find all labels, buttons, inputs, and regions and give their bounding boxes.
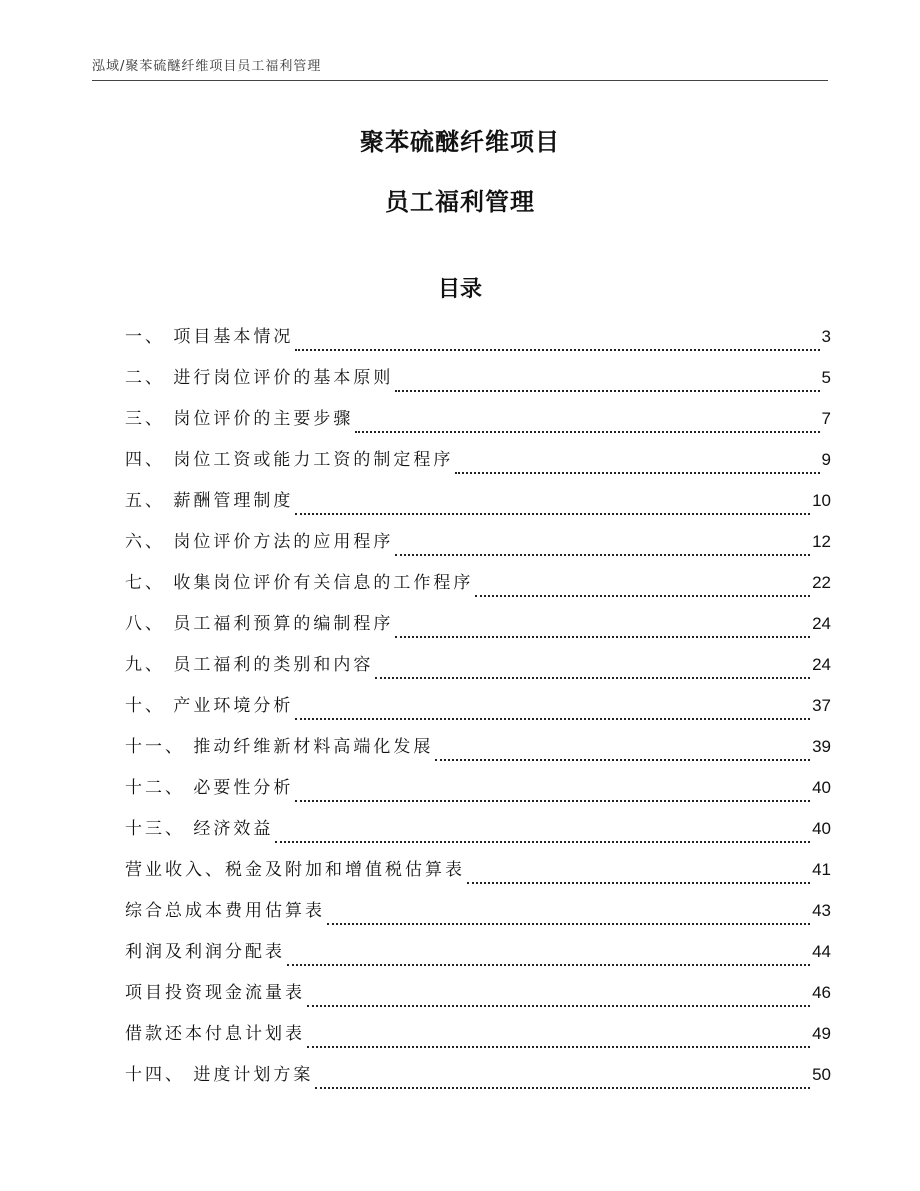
toc-entry-label: 二、 进行岗位评价的基本原则 (125, 368, 394, 388)
toc-dot-leader (275, 841, 810, 843)
toc-entry-page: 5 (821, 368, 831, 387)
toc-entry-label: 八、 员工福利预算的编制程序 (125, 614, 394, 634)
toc-entry-label: 综合总成本费用估算表 (125, 901, 325, 921)
table-of-contents (125, 324, 831, 1103)
toc-entry[interactable] (125, 1021, 831, 1062)
toc-entry-label: 项目投资现金流量表 (125, 983, 305, 1003)
toc-entry[interactable] (125, 611, 831, 652)
running-header: 泓域/聚苯硫醚纤维项目员工福利管理 (92, 55, 828, 81)
toc-entry-label: 五、 薪酬管理制度 (125, 491, 294, 511)
toc-dot-leader (307, 1005, 810, 1007)
toc-entry-label: 六、 岗位评价方法的应用程序 (125, 532, 394, 552)
toc-entry-label: 十三、 经济效益 (125, 819, 274, 839)
toc-entry-label: 十二、 必要性分析 (125, 778, 294, 798)
toc-entry[interactable] (125, 529, 831, 570)
toc-entry[interactable] (125, 652, 831, 693)
toc-entry-label: 九、 员工福利的类别和内容 (125, 655, 374, 675)
toc-entry-page: 39 (812, 737, 831, 756)
toc-dot-leader (287, 964, 810, 966)
toc-entry-label: 利润及利润分配表 (125, 942, 285, 962)
toc-entry-page: 7 (821, 409, 831, 428)
toc-dot-leader (295, 718, 810, 720)
toc-dot-leader (467, 882, 810, 884)
toc-entry-page: 12 (812, 532, 831, 551)
toc-dot-leader (327, 923, 810, 925)
toc-entry-label: 七、 收集岗位评价有关信息的工作程序 (125, 573, 474, 593)
toc-dot-leader (375, 677, 810, 679)
toc-entry-page: 37 (812, 696, 831, 715)
toc-entry-page: 3 (821, 327, 831, 346)
toc-entry-page: 40 (812, 819, 831, 838)
toc-entry[interactable] (125, 693, 831, 734)
toc-entry[interactable] (125, 1062, 831, 1103)
toc-entry[interactable] (125, 939, 831, 980)
toc-entry[interactable] (125, 980, 831, 1021)
document-subtitle: 员工福利管理 (385, 188, 535, 216)
toc-entry-label: 十四、 进度计划方案 (125, 1065, 314, 1085)
document-title: 聚苯硫醚纤维项目 (360, 128, 560, 156)
toc-entry[interactable] (125, 447, 831, 488)
toc-dot-leader (455, 472, 819, 474)
toc-entry-label: 借款还本付息计划表 (125, 1024, 305, 1044)
toc-entry[interactable] (125, 898, 831, 939)
toc-entry-page: 49 (812, 1024, 831, 1043)
toc-entry-page: 41 (812, 860, 831, 879)
toc-entry-label: 三、 岗位评价的主要步骤 (125, 409, 354, 429)
toc-dot-leader (307, 1046, 810, 1048)
toc-entry-label: 营业收入、税金及附加和增值税估算表 (125, 860, 465, 880)
toc-entry[interactable] (125, 734, 831, 775)
toc-entry-page: 24 (812, 614, 831, 633)
toc-entry-label: 一、 项目基本情况 (125, 327, 294, 347)
toc-dot-leader (355, 431, 819, 433)
toc-entry[interactable] (125, 406, 831, 447)
toc-dot-leader (295, 513, 810, 515)
toc-entry[interactable] (125, 570, 831, 611)
toc-entry-page: 22 (812, 573, 831, 592)
toc-entry[interactable] (125, 775, 831, 816)
toc-entry[interactable] (125, 365, 831, 406)
toc-dot-leader (295, 800, 810, 802)
toc-dot-leader (295, 349, 819, 351)
toc-entry[interactable] (125, 324, 831, 365)
toc-dot-leader (475, 595, 810, 597)
toc-entry-label: 十、 产业环境分析 (125, 696, 294, 716)
toc-entry-page: 44 (812, 942, 831, 961)
toc-entry-page: 50 (812, 1065, 831, 1084)
toc-dot-leader (435, 759, 810, 761)
toc-entry-page: 46 (812, 983, 831, 1002)
toc-entry-page: 9 (821, 450, 831, 469)
toc-entry-page: 40 (812, 778, 831, 797)
toc-heading: 目录 (437, 277, 482, 302)
toc-entry-page: 24 (812, 655, 831, 674)
toc-entry[interactable] (125, 488, 831, 529)
toc-entry-page: 43 (812, 901, 831, 920)
toc-entry-label: 四、 岗位工资或能力工资的制定程序 (125, 450, 454, 470)
toc-dot-leader (395, 390, 819, 392)
toc-entry-label: 十一、 推动纤维新材料高端化发展 (125, 737, 434, 757)
toc-entry[interactable] (125, 816, 831, 857)
toc-entry[interactable] (125, 857, 831, 898)
toc-dot-leader (395, 636, 810, 638)
toc-dot-leader (315, 1087, 810, 1089)
toc-entry-page: 10 (812, 491, 831, 510)
toc-dot-leader (395, 554, 810, 556)
